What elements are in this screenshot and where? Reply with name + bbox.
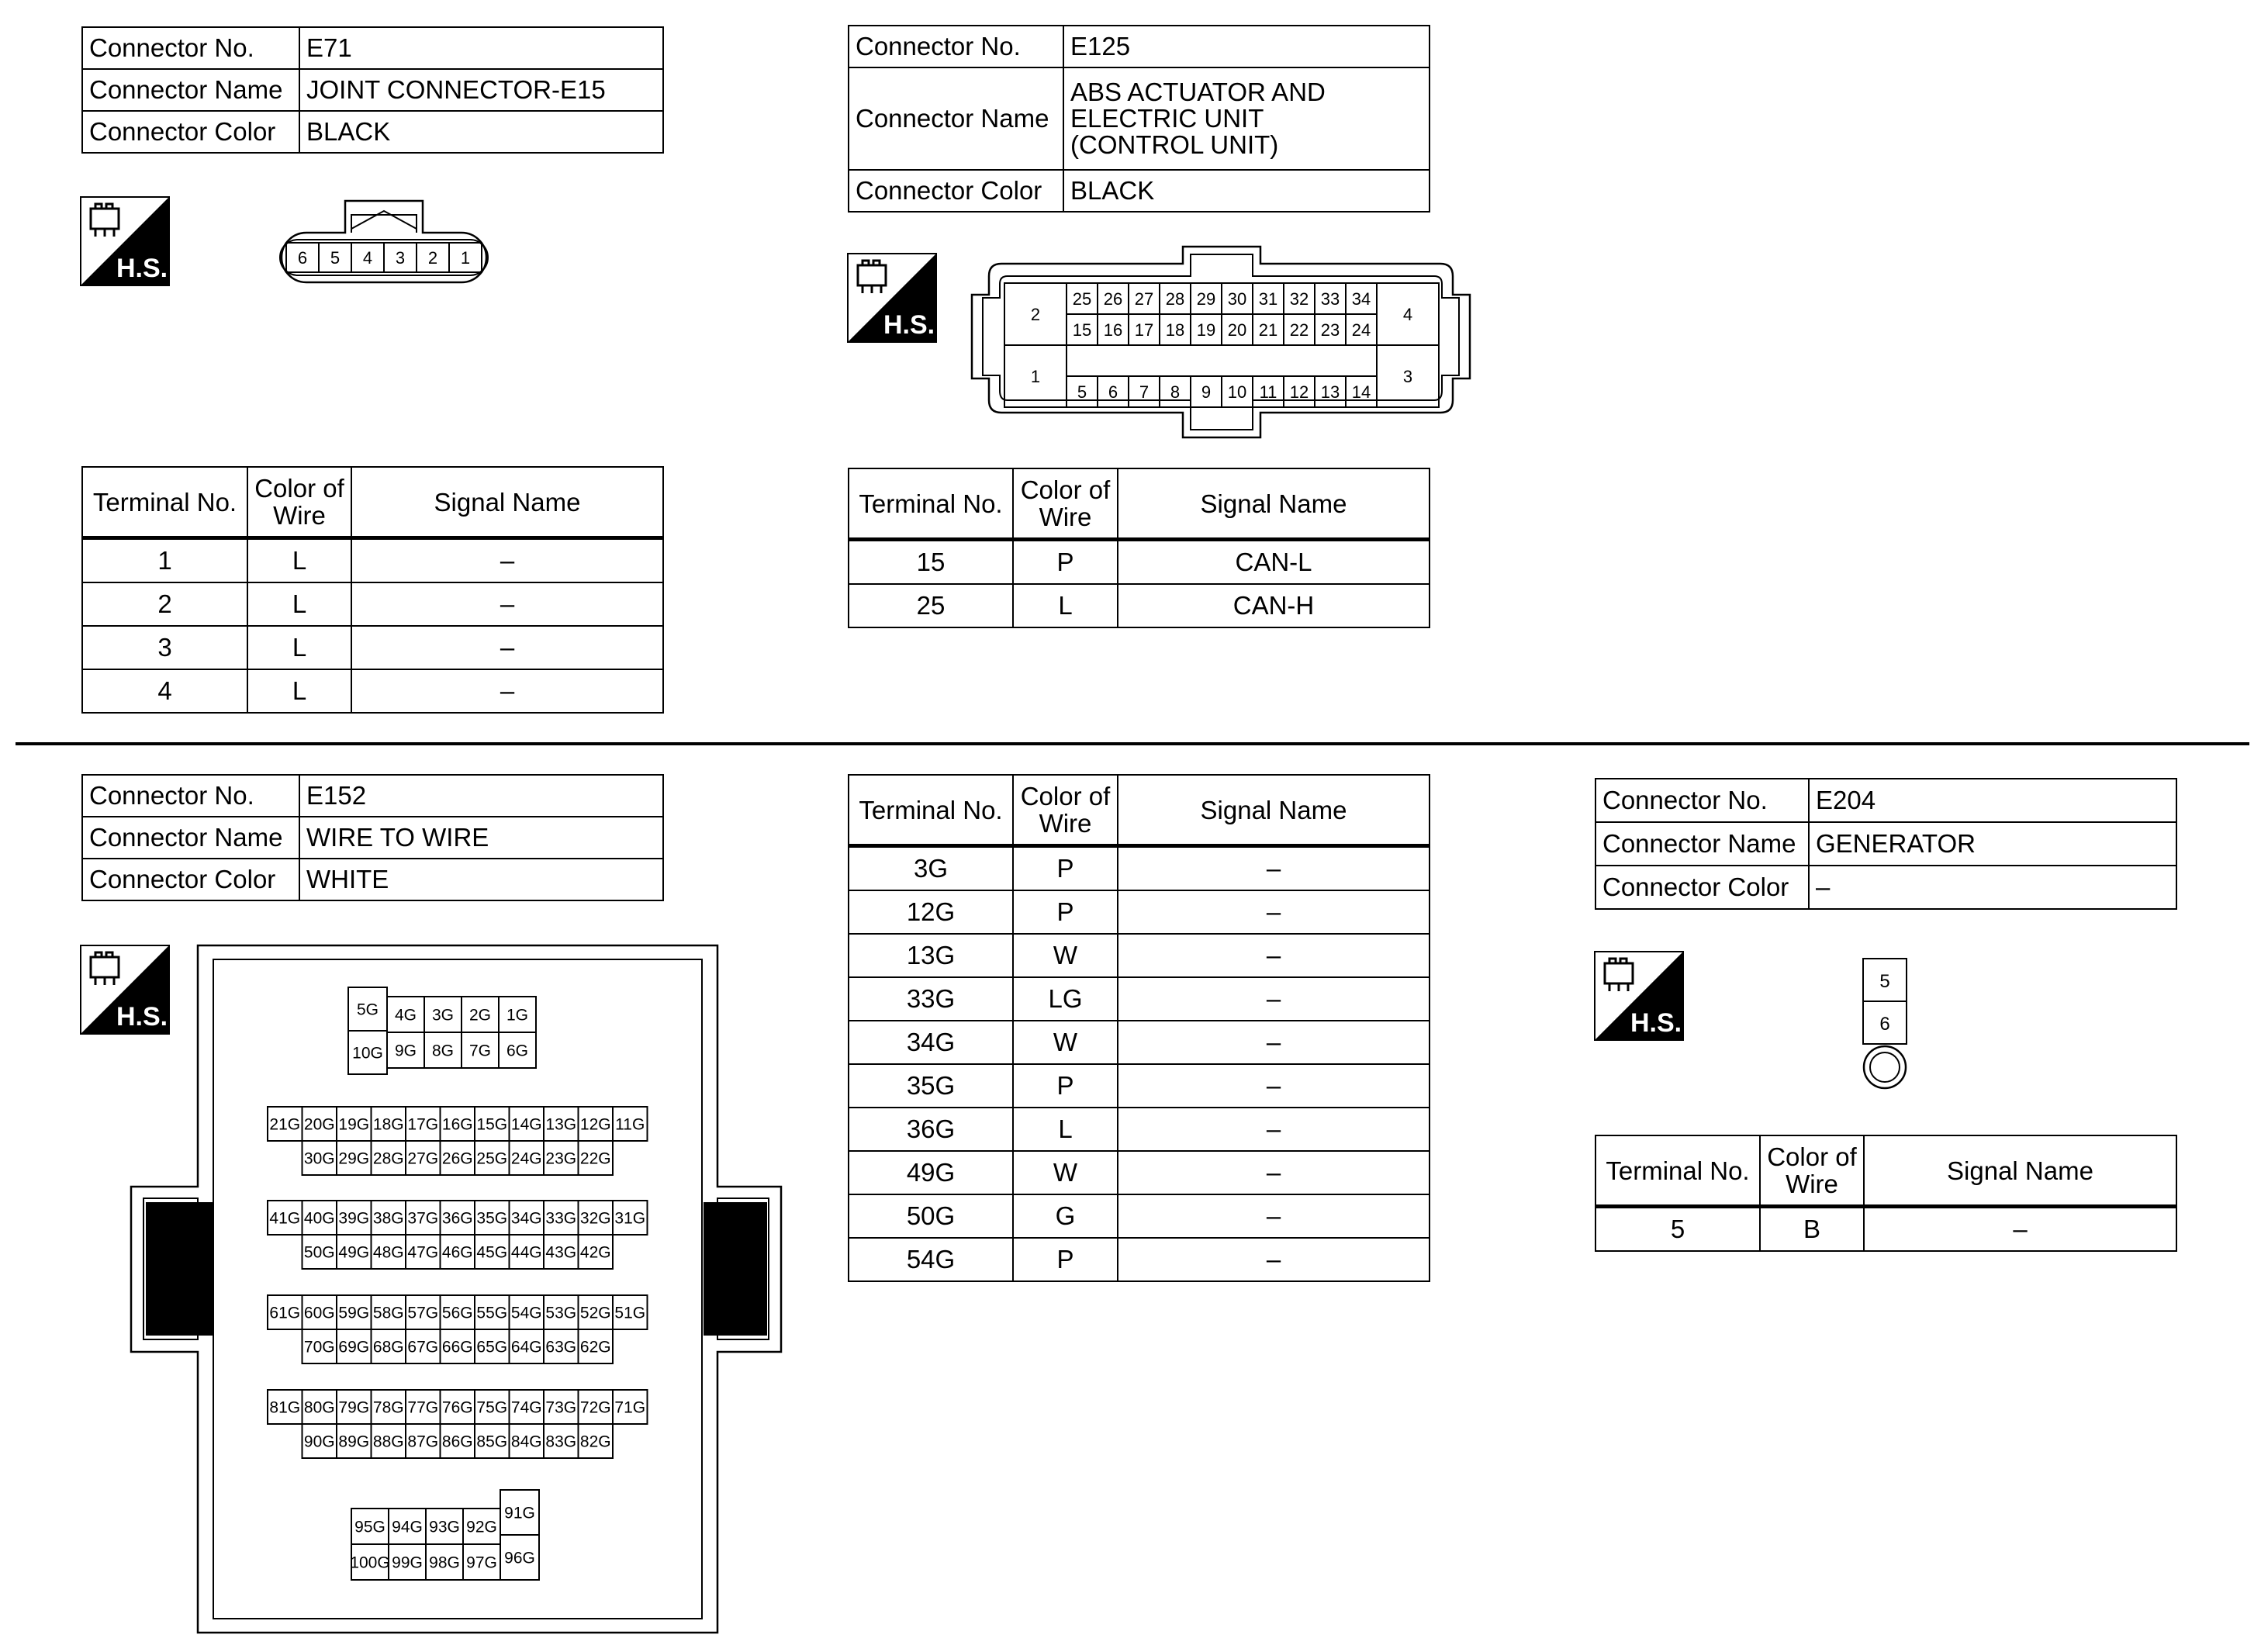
signal-name-cell: – — [1118, 1238, 1430, 1281]
table-row — [849, 584, 1430, 627]
terminal-no-header: Terminal No. — [849, 468, 1013, 540]
table-row — [849, 170, 1430, 212]
pin-label: 95G — [354, 1518, 385, 1536]
pin-label: 98G — [429, 1554, 460, 1572]
pin-label: 70G — [303, 1338, 335, 1357]
pin-label: 79G — [338, 1398, 370, 1417]
pin-label: 3G — [431, 1006, 455, 1025]
terminal-no-cell: 33G — [849, 977, 1013, 1021]
terminal-no-cell: 50G — [849, 1194, 1013, 1238]
table-row — [82, 669, 663, 713]
pin-label: 30 — [1227, 289, 1247, 309]
signal-name-header: Signal Name — [1864, 1135, 2176, 1207]
pin-label: 76G — [441, 1398, 473, 1417]
pin-label: 5G — [356, 1001, 379, 1019]
pin-label: 86G — [441, 1433, 473, 1451]
pin-label: 23G — [545, 1149, 577, 1168]
connector-no-label: Connector No. — [849, 26, 1063, 67]
table-row — [82, 775, 663, 817]
table-row — [849, 890, 1430, 934]
connector-color-value: BLACK — [1063, 170, 1430, 212]
pin-label: 28G — [372, 1149, 404, 1168]
table-row — [849, 26, 1430, 67]
pin-label: 62G — [579, 1338, 611, 1357]
signal-name-cell: CAN-L — [1118, 540, 1430, 585]
pin-label: 74G — [510, 1398, 542, 1417]
wire-color-cell: L — [1013, 1108, 1118, 1151]
pin-label: 2G — [468, 1006, 492, 1025]
pin-label: 59G — [338, 1304, 370, 1322]
pin-label: 37G — [407, 1209, 439, 1228]
e152-connector-face — [128, 942, 787, 1640]
table-row — [82, 69, 663, 111]
e152-connector-info-table — [81, 774, 664, 901]
pin-label: 17 — [1134, 320, 1154, 340]
e204-terminal-table — [1595, 1135, 2177, 1252]
section-divider — [16, 742, 2249, 745]
e204-connector-face — [1858, 956, 1912, 1091]
connector-no-label: Connector No. — [1595, 779, 1809, 822]
table-row — [849, 1108, 1430, 1151]
connector-color-label: Connector Color — [1595, 866, 1809, 909]
pin-label: 3 — [395, 247, 406, 268]
signal-name-cell: – — [351, 582, 663, 626]
terminal-no-cell: 13G — [849, 934, 1013, 977]
terminal-no-cell: 3G — [849, 846, 1013, 891]
signal-name-cell: – — [1118, 977, 1430, 1021]
pin-label: 31G — [614, 1209, 646, 1228]
pin-label: 31 — [1258, 289, 1278, 309]
wire-color-header: Color of Wire — [247, 467, 351, 538]
terminal-no-cell: 35G — [849, 1064, 1013, 1108]
hs-label: H.S. — [1630, 1008, 1682, 1038]
pin-label: 25G — [476, 1149, 508, 1168]
terminal-no-cell: 36G — [849, 1108, 1013, 1151]
signal-name-cell: – — [351, 626, 663, 669]
pin-label: 22G — [579, 1149, 611, 1168]
pin-label: 40G — [303, 1209, 335, 1228]
pin-label: 90G — [303, 1433, 335, 1451]
e71-connector-face — [268, 198, 500, 291]
signal-name-cell: – — [351, 669, 663, 713]
pin-label: 87G — [407, 1433, 439, 1451]
pin-label: 14 — [1351, 382, 1371, 402]
wire-color-cell: L — [1013, 584, 1118, 627]
wire-color-cell: P — [1013, 846, 1118, 891]
terminal-no-cell: 54G — [849, 1238, 1013, 1281]
pin-label: 100G — [350, 1554, 390, 1572]
table-row — [849, 934, 1430, 977]
pin-label: 32 — [1289, 289, 1309, 309]
pin-label: 20G — [303, 1115, 335, 1134]
pin-label: 35G — [476, 1209, 508, 1228]
wire-color-cell: B — [1760, 1207, 1864, 1252]
terminal-no-cell: 3 — [82, 626, 247, 669]
connector-no-value: E204 — [1809, 779, 2176, 822]
wire-color-header: Color of Wire — [1013, 468, 1118, 540]
pin-label: 56G — [441, 1304, 473, 1322]
pin-label: 80G — [303, 1398, 335, 1417]
signal-name-cell: – — [1118, 1194, 1430, 1238]
table-row — [849, 1064, 1430, 1108]
table-row — [849, 977, 1430, 1021]
terminal-no-header: Terminal No. — [1595, 1135, 1760, 1207]
pin-label: 33G — [545, 1209, 577, 1228]
pin-label: 12G — [579, 1115, 611, 1134]
pin-label: 2 — [427, 247, 438, 268]
wire-color-cell: P — [1013, 1064, 1118, 1108]
pin-label: 73G — [545, 1398, 577, 1417]
wire-color-cell: L — [247, 626, 351, 669]
pin-label: 28 — [1165, 289, 1185, 309]
pin-label: 5 — [330, 247, 341, 268]
table-row — [82, 817, 663, 859]
pin-label: 55G — [476, 1304, 508, 1322]
pin-label: 6 — [297, 247, 308, 268]
pin-label: 47G — [407, 1243, 439, 1262]
connector-color-label: Connector Color — [82, 859, 299, 900]
pin-label: 12 — [1289, 382, 1309, 402]
table-row — [1595, 866, 2176, 909]
pin-label: 25 — [1072, 289, 1092, 309]
connector-no-label: Connector No. — [82, 775, 299, 817]
pin-label: 15G — [476, 1115, 508, 1134]
pin-label: 75G — [476, 1398, 508, 1417]
hs-label: H.S. — [883, 310, 935, 340]
connector-no-value: E125 — [1063, 26, 1430, 67]
signal-name-cell: CAN-H — [1118, 584, 1430, 627]
pin-label: 4 — [362, 247, 373, 268]
connector-name-value: GENERATOR — [1809, 822, 2176, 866]
connector-color-label: Connector Color — [82, 111, 299, 153]
e125-connector-face — [966, 240, 1481, 444]
wire-color-cell: P — [1013, 890, 1118, 934]
pin-label: 15 — [1072, 320, 1092, 340]
pin-label: 43G — [545, 1243, 577, 1262]
pin-label: 27 — [1134, 289, 1154, 309]
table-header-row — [82, 467, 663, 538]
pin-label: 60G — [303, 1304, 335, 1322]
pin-label: 7 — [1139, 382, 1150, 402]
terminal-no-cell: 49G — [849, 1151, 1013, 1194]
signal-name-cell: – — [1864, 1207, 2176, 1252]
pin-label: 49G — [338, 1243, 370, 1262]
pin-label: 45G — [476, 1243, 508, 1262]
pin-label: 21G — [269, 1115, 301, 1134]
wire-color-cell: G — [1013, 1194, 1118, 1238]
pin-label: 85G — [476, 1433, 508, 1451]
pin-label: 36G — [441, 1209, 473, 1228]
table-row — [849, 846, 1430, 891]
terminal-no-cell: 34G — [849, 1021, 1013, 1064]
pin-label: 18 — [1165, 320, 1185, 340]
table-row — [82, 111, 663, 153]
pin-label: 27G — [407, 1149, 439, 1168]
pin-label: 94G — [392, 1518, 423, 1536]
signal-name-cell: – — [1118, 890, 1430, 934]
pin-label: 67G — [407, 1338, 439, 1357]
signal-name-cell: – — [1118, 934, 1430, 977]
table-header-row — [849, 468, 1430, 540]
pin-label: 9G — [394, 1042, 417, 1060]
signal-name-cell: – — [351, 538, 663, 583]
pin-label: 10G — [352, 1044, 383, 1063]
table-header-row — [1595, 1135, 2176, 1207]
pin-label: 52G — [579, 1304, 611, 1322]
table-row — [82, 27, 663, 69]
e71-connector-info-table — [81, 26, 664, 154]
table-row — [849, 1151, 1430, 1194]
wire-color-cell: L — [247, 582, 351, 626]
pin-label: 30G — [303, 1149, 335, 1168]
pin-label: 29 — [1196, 289, 1216, 309]
e125-connector-info-table — [848, 25, 1430, 213]
table-row — [82, 859, 663, 900]
pin-label: 4 — [1402, 304, 1413, 324]
pin-label: 81G — [269, 1398, 301, 1417]
pin-label: 97G — [466, 1554, 497, 1572]
pin-label: 91G — [504, 1504, 535, 1522]
pin-label: 1 — [1030, 366, 1041, 386]
connector-color-value: – — [1809, 866, 2176, 909]
table-row — [1595, 822, 2176, 866]
pin-label: 33 — [1320, 289, 1340, 309]
pin-label: 41G — [269, 1209, 301, 1228]
connector-no-value: E152 — [299, 775, 663, 817]
wire-color-cell: P — [1013, 540, 1118, 585]
table-row — [849, 1021, 1430, 1064]
hs-label: H.S. — [116, 254, 168, 283]
pin-label: 78G — [372, 1398, 404, 1417]
connector-color-label: Connector Color — [849, 170, 1063, 212]
signal-name-header: Signal Name — [1118, 468, 1430, 540]
connector-no-value: E71 — [299, 27, 663, 69]
pin-label: 5 — [1879, 971, 1890, 992]
table-row — [849, 1194, 1430, 1238]
pin-label: 5 — [1077, 382, 1087, 402]
pin-label: 18G — [372, 1115, 404, 1134]
pin-label: 93G — [429, 1518, 460, 1536]
pin-label: 6 — [1879, 1014, 1890, 1035]
signal-name-cell: – — [1118, 846, 1430, 891]
pin-label: 22 — [1289, 320, 1309, 340]
table-row — [82, 626, 663, 669]
right-latch-block — [704, 1202, 767, 1336]
pin-label: 13G — [545, 1115, 577, 1134]
pin-label: 6G — [506, 1042, 529, 1060]
pin-label: 53G — [545, 1304, 577, 1322]
wire-color-header: Color of Wire — [1013, 775, 1118, 846]
pin-label: 68G — [372, 1338, 404, 1357]
pin-label: 50G — [303, 1243, 335, 1262]
pin-label: 1 — [460, 247, 471, 268]
connector-color-value: BLACK — [299, 111, 663, 153]
signal-name-header: Signal Name — [351, 467, 663, 538]
pin-label: 61G — [269, 1304, 301, 1322]
pin-label: 23 — [1320, 320, 1340, 340]
wire-color-header: Color of Wire — [1760, 1135, 1864, 1207]
e125-terminal-table — [848, 468, 1430, 628]
wire-color-cell: LG — [1013, 977, 1118, 1021]
pin-label: 82G — [579, 1433, 611, 1451]
pin-label: 57G — [407, 1304, 439, 1322]
pin-label: 8G — [431, 1042, 455, 1060]
terminal-no-header: Terminal No. — [849, 775, 1013, 846]
pin-label: 13 — [1320, 382, 1340, 402]
harness-side-icon — [80, 196, 170, 286]
pin-label: 10 — [1227, 382, 1247, 402]
connector-name-label: Connector Name — [82, 817, 299, 859]
e71-terminal-table — [81, 466, 664, 714]
table-row — [849, 67, 1430, 170]
pin-label: 1G — [506, 1006, 529, 1025]
pin-label: 54G — [510, 1304, 542, 1322]
pin-label: 3 — [1402, 366, 1413, 386]
connector-no-label: Connector No. — [82, 27, 299, 69]
pin-label: 46G — [441, 1243, 473, 1262]
table-row — [1595, 1207, 2176, 1252]
pin-label: 9 — [1201, 382, 1212, 402]
wire-color-cell: W — [1013, 1021, 1118, 1064]
pin-label: 72G — [579, 1398, 611, 1417]
pin-label: 65G — [476, 1338, 508, 1357]
connector-name-value: WIRE TO WIRE — [299, 817, 663, 859]
pin-label: 34 — [1351, 289, 1371, 309]
wire-color-cell: L — [247, 538, 351, 583]
pin-label: 26G — [441, 1149, 473, 1168]
pin-label: 32G — [579, 1209, 611, 1228]
terminal-no-cell: 12G — [849, 890, 1013, 934]
pin-label: 7G — [468, 1042, 492, 1060]
table-row — [1595, 779, 2176, 822]
pin-label: 24 — [1351, 320, 1371, 340]
pin-label: 96G — [504, 1549, 535, 1567]
terminal-no-cell: 25 — [849, 584, 1013, 627]
table-header-row — [849, 775, 1430, 846]
pin-label: 26 — [1103, 289, 1123, 309]
signal-name-cell: – — [1118, 1021, 1430, 1064]
pin-label: 84G — [510, 1433, 542, 1451]
pin-label: 8 — [1170, 382, 1181, 402]
pin-label: 63G — [545, 1338, 577, 1357]
terminal-no-cell: 4 — [82, 669, 247, 713]
pin-label: 17G — [407, 1115, 439, 1134]
pin-label: 71G — [614, 1398, 646, 1417]
pin-label: 34G — [510, 1209, 542, 1228]
pin-label: 99G — [392, 1554, 423, 1572]
connector-color-value: WHITE — [299, 859, 663, 900]
signal-name-header: Signal Name — [1118, 775, 1430, 846]
pin-label: 58G — [372, 1304, 404, 1322]
e204-connector-info-table — [1595, 778, 2177, 910]
pin-label: 69G — [338, 1338, 370, 1357]
e152-terminal-table — [848, 774, 1430, 1282]
connector-name-label: Connector Name — [82, 69, 299, 111]
signal-name-cell: – — [1118, 1151, 1430, 1194]
connector-name-value: JOINT CONNECTOR-E15 — [299, 69, 663, 111]
pin-label: 21 — [1258, 320, 1278, 340]
pin-label: 88G — [372, 1433, 404, 1451]
harness-side-icon — [847, 253, 937, 343]
pin-label: 83G — [545, 1433, 577, 1451]
pin-label: 20 — [1227, 320, 1247, 340]
table-row — [82, 582, 663, 626]
connector-name-value: ABS ACTUATOR AND ELECTRIC UNIT (CONTROL UNIT) — [1063, 67, 1430, 170]
harness-side-icon — [1594, 951, 1684, 1041]
pin-label: 39G — [338, 1209, 370, 1228]
pin-label: 24G — [510, 1149, 542, 1168]
pin-label: 42G — [579, 1243, 611, 1262]
pin-label: 4G — [394, 1006, 417, 1025]
signal-name-cell: – — [1118, 1108, 1430, 1151]
pin-label: 16 — [1103, 320, 1123, 340]
signal-name-cell: – — [1118, 1064, 1430, 1108]
pin-label: 19 — [1196, 320, 1216, 340]
pin-label: 89G — [338, 1433, 370, 1451]
connector-name-label: Connector Name — [849, 67, 1063, 170]
pin-label: 66G — [441, 1338, 473, 1357]
pin-label: 44G — [510, 1243, 542, 1262]
terminal-no-cell: 5 — [1595, 1207, 1760, 1252]
pin-label: 6 — [1108, 382, 1118, 402]
wire-color-cell: W — [1013, 1151, 1118, 1194]
wire-color-cell: P — [1013, 1238, 1118, 1281]
left-latch-block — [146, 1202, 214, 1336]
table-row — [849, 540, 1430, 585]
table-row — [849, 1238, 1430, 1281]
terminal-no-cell: 15 — [849, 540, 1013, 585]
wire-color-cell: W — [1013, 934, 1118, 977]
hs-label: H.S. — [116, 1002, 168, 1032]
pin-label: 48G — [372, 1243, 404, 1262]
pin-label: 92G — [466, 1518, 497, 1536]
terminal-no-header: Terminal No. — [82, 467, 247, 538]
pin-label: 51G — [614, 1304, 646, 1322]
pin-label: 38G — [372, 1209, 404, 1228]
pin-label: 29G — [338, 1149, 370, 1168]
pin-label: 19G — [338, 1115, 370, 1134]
pin-label: 11 — [1259, 382, 1277, 402]
pin-label: 11G — [615, 1115, 645, 1134]
pin-label: 64G — [510, 1338, 542, 1357]
terminal-no-cell: 1 — [82, 538, 247, 583]
pin-label: 77G — [407, 1398, 439, 1417]
wire-color-cell: L — [247, 669, 351, 713]
pin-label: 2 — [1030, 304, 1041, 324]
connector-name-label: Connector Name — [1595, 822, 1809, 866]
terminal-no-cell: 2 — [82, 582, 247, 626]
pin-label: 16G — [441, 1115, 473, 1134]
pin-label: 14G — [510, 1115, 542, 1134]
table-row — [82, 538, 663, 583]
